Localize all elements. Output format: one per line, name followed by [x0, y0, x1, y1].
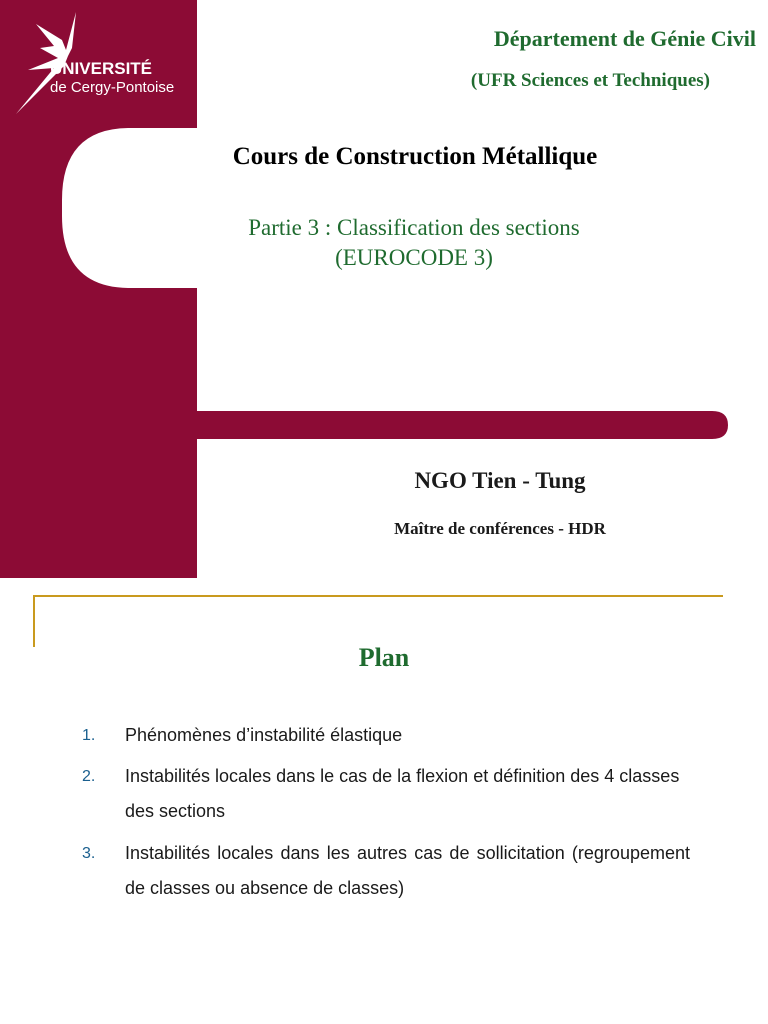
ufr-name: (UFR Sciences et Techniques): [470, 70, 710, 91]
slide-border-top: [33, 595, 723, 597]
list-item: [82, 718, 702, 754]
list-number: 2.: [82, 768, 96, 785]
course-title: Cours de Construction Métallique: [232, 143, 598, 170]
plan-title: Plan: [358, 643, 410, 672]
university-logo: [6, 8, 196, 118]
list-item: [82, 836, 702, 908]
logo-line2: de Cergy-Pontoise: [50, 79, 175, 96]
part-subtitle: [175, 213, 653, 273]
list-number: 3.: [82, 845, 96, 862]
list-item: [82, 759, 702, 831]
logo-line1: UNIVERSITÉ: [50, 59, 153, 78]
slide-border-left: [33, 595, 35, 647]
list-text: Instabilités locales dans les autres cas de sollicitation (regroupement de classes ou absence de classes): [125, 843, 690, 898]
list-text: Instabilités locales dans le cas de la flexion et définition des 4 classes des sections: [125, 766, 680, 821]
author-role: Maître de conférences - HDR: [394, 519, 606, 538]
part-line-2: (EUROCODE 3): [335, 245, 493, 270]
part-line-1: Partie 3 : Classification des sections: [248, 215, 580, 240]
list-number: 1.: [82, 727, 96, 744]
university-logo-icon: [6, 8, 196, 118]
list-text: Phénomènes d’instabilité élastique: [125, 725, 403, 745]
department-name: Département de Génie Civil: [493, 26, 756, 51]
author-name: NGO Tien - Tung: [414, 468, 586, 493]
